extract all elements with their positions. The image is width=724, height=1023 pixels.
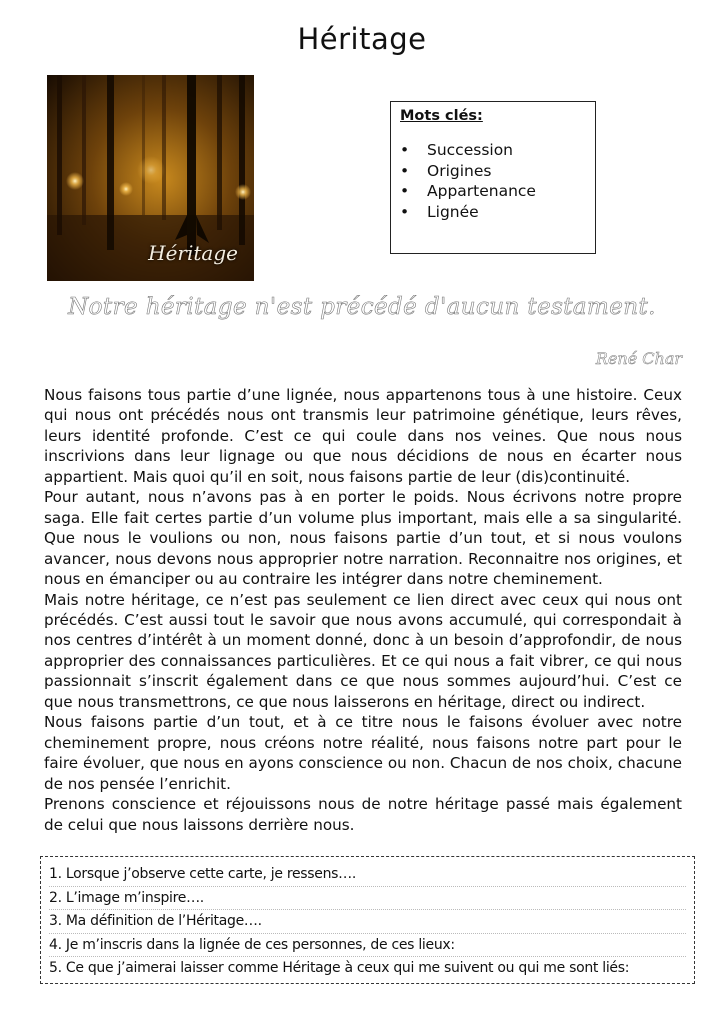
questions-box xyxy=(40,856,695,984)
heritage-card-image xyxy=(47,75,254,281)
body-text xyxy=(44,385,682,835)
quote-text: Notre héritage n'est précédé d'aucun testament. xyxy=(68,294,656,320)
bullet-icon: • xyxy=(400,182,410,200)
paragraph: Nous faisons partie d’un tout, et à ce titre nous le faisons évoluer avec notre cheminement propre, nous créons notre réalité, nous faisons notre part pour le faire évoluer, que nous en ayons conscience ou non. Chacun de nos choix, chacune de nos pensée l’enrichit. xyxy=(44,713,682,793)
card-caption: Héritage xyxy=(148,241,238,265)
paragraph: Pour autant, nous n’avons pas à en porter le poids. Nous écrivons notre propre saga. Elle fait certes partie d’un volume plus important, mais elle a sa singularité. Que nous le voulions ou non, nous faisons partie d’un tout, et si nous voulons avancer, nous devons nous approprier notre narration. Reconnaitre nos origines, et nous en émanciper ou au contraire les intégrer dans notre cheminement. xyxy=(44,488,682,589)
keyword-label: Succession xyxy=(427,141,514,159)
paragraph: Nous faisons tous partie d’une lignée, nous appartenons tous à une histoire. Ceux qui nous ont précédés nous ont transmis leur patrimoine génétique, leurs rêves, leurs identité profonde. C’est ce qui coule dans nos veines. Que nous nous inscrivions dans leur lignage ou que nous décidions de nous en écarter nous appartient. Mais quoi qu’il en soit, nous faisons partie de leur (dis)continuité. xyxy=(44,386,682,486)
quote-author: René Char xyxy=(595,349,682,368)
keywords-list xyxy=(400,140,586,222)
keyword-label: Lignée xyxy=(427,202,479,221)
keyword-item xyxy=(400,140,586,161)
keyword-label: Appartenance xyxy=(427,182,536,200)
keywords-title: Mots clés: xyxy=(400,108,483,124)
keywords-box xyxy=(390,101,596,254)
page-title: Héritage xyxy=(297,22,427,56)
keyword-label: Origines xyxy=(427,161,492,180)
question-item: 3. Ma définition de l’Héritage…. xyxy=(49,910,686,934)
keyword-item xyxy=(400,181,586,202)
questions-list xyxy=(49,863,686,980)
keyword-item xyxy=(400,161,586,182)
question-item: 2. L’image m’inspire…. xyxy=(49,887,686,911)
keyword-item xyxy=(400,202,586,223)
paragraph: Prenons conscience et réjouissons nous de notre héritage passé mais également de celui que nous laissons derrière nous. xyxy=(44,795,682,834)
bullet-icon: • xyxy=(400,161,410,180)
bullet-icon: • xyxy=(400,141,410,159)
bullet-icon: • xyxy=(400,202,410,221)
question-item: 4. Je m’inscris dans la lignée de ces personnes, de ces lieux: xyxy=(49,934,686,958)
question-item: 5. Ce que j’aimerai laisser comme Héritage à ceux qui me suivent ou qui me sont liés: xyxy=(49,960,630,976)
question-item: 1. Lorsque j’observe cette carte, je ressens…. xyxy=(49,863,686,887)
paragraph: Mais notre héritage, ce n’est pas seulement ce lien direct avec ceux qui nous ont précédés. C’est aussi tout le savoir que nous avons accumulé, qui correspondait à nos centres d’intérêt à un moment donné, donc à un besoin d’approfondir, de nous approprier des connaissances particulières. Et ce qui nous a fait vibrer, ce qui nous passionnait s’inscrit également dans ce que nous sommes aujourd’hui. C’est ce que nous transmettrons, ce que nous laisserons en héritage, direct ou indirect. xyxy=(44,590,682,711)
